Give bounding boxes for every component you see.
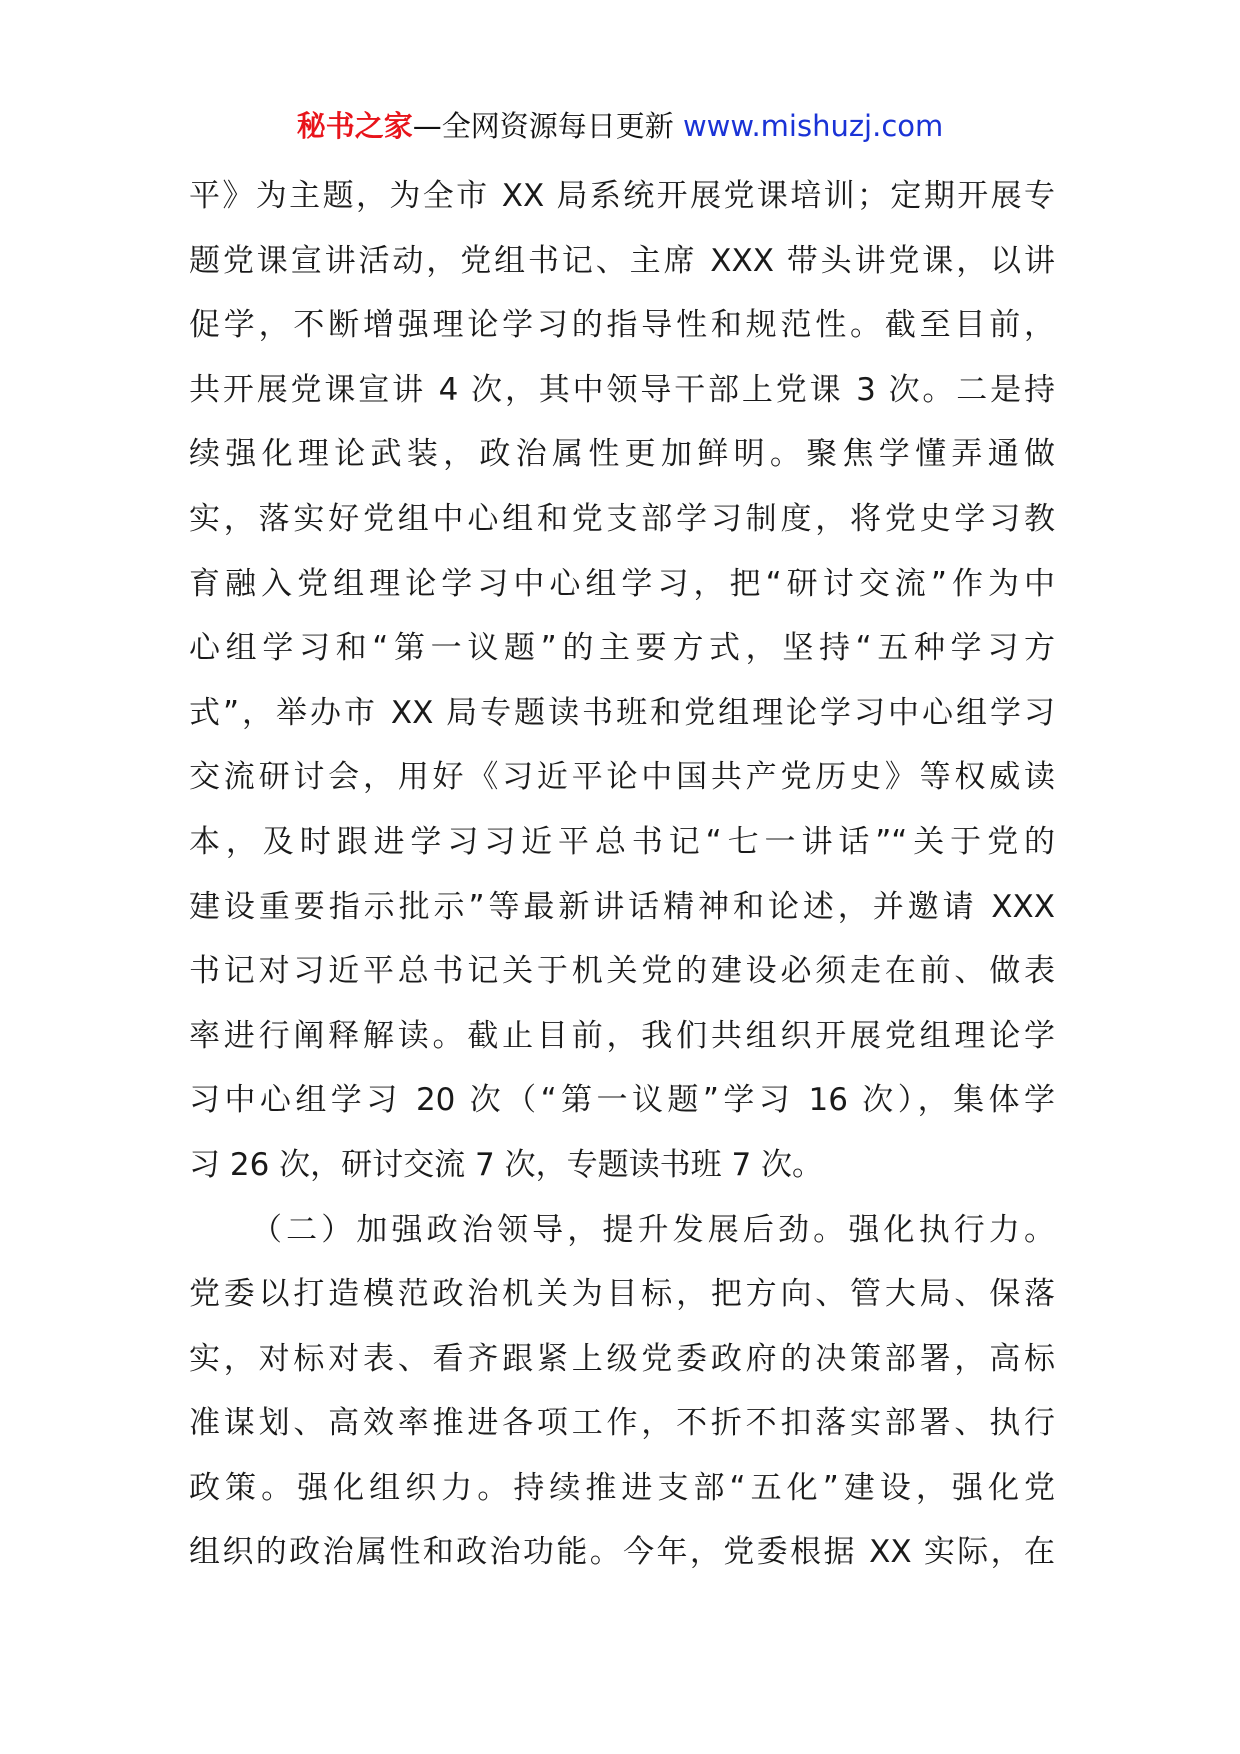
text-line: 组织的政治属性和政治功能。今年，党委根据 XX 实际，在 bbox=[189, 1534, 1055, 1571]
section-heading-line: （二）加强政治领导，提升发展后劲。强化执行力。 bbox=[251, 1211, 1055, 1248]
text-line: 实，落实好党组中心组和党支部学习制度，将党史学习教 bbox=[189, 500, 1055, 537]
text-line: 题党课宣讲活动，党组书记、主席 XXX 带头讲党课，以讲 bbox=[189, 242, 1055, 279]
text-line: 准谋划、高效率推进各项工作，不折不扣落实部署、执行 bbox=[189, 1405, 1055, 1442]
text-line: 党委以打造模范政治机关为目标，把方向、管大局、保落 bbox=[189, 1276, 1055, 1313]
text-line: 率进行阐释解读。截止目前，我们共组织开展党组理论学 bbox=[189, 1017, 1055, 1054]
text-line: 建设重要指示批示”等最新讲话精神和论述，并邀请 XXX bbox=[189, 888, 1055, 925]
text-line: 共开展党课宣讲 4 次，其中领导干部上党课 3 次。二是持 bbox=[189, 371, 1055, 408]
text-line: 政策。强化组织力。持续推进支部“五化”建设，强化党 bbox=[189, 1469, 1055, 1506]
site-header bbox=[0, 104, 1240, 148]
text-line: 书记对习近平总书记关于机关党的建设必须走在前、做表 bbox=[189, 953, 1055, 990]
text-line: 育融入党组理论学习中心组学习，把“研讨交流”作为中 bbox=[189, 565, 1055, 602]
text-line: 促学，不断增强理论学习的指导性和规范性。截至目前， bbox=[189, 307, 1055, 344]
document-body bbox=[189, 164, 1055, 1585]
text-line: 本，及时跟进学习习近平总书记“七一讲话”“关于党的 bbox=[189, 823, 1055, 860]
text-line: 式”，举办市 XX 局专题读书班和党组理论学习中心组学习 bbox=[189, 694, 1055, 731]
header-tagline: —全网资源每日更新 bbox=[412, 109, 674, 143]
brand-name: 秘书之家 bbox=[296, 109, 413, 143]
text-line: 心组学习和“第一议题”的主要方式，坚持“五种学习方 bbox=[189, 630, 1055, 667]
text-line: 实，对标对表、看齐跟紧上级党委政府的决策部署，高标 bbox=[189, 1340, 1055, 1377]
site-url: www.mishuzj.com bbox=[682, 109, 944, 143]
text-line: 平》为主题，为全市 XX 局系统开展党课培训；定期开展专 bbox=[189, 178, 1055, 214]
text-line: 交流研讨会，用好《习近平论中国共产党历史》等权威读 bbox=[189, 759, 1055, 796]
paragraph-end-line: 习 26 次，研讨交流 7 次，专题读书班 7 次。 bbox=[189, 1146, 824, 1183]
text-line: 续强化理论武装，政治属性更加鲜明。聚焦学懂弄通做 bbox=[189, 436, 1055, 473]
text-line: 习中心组学习 20 次（“第一议题”学习 16 次），集体学 bbox=[189, 1082, 1055, 1119]
